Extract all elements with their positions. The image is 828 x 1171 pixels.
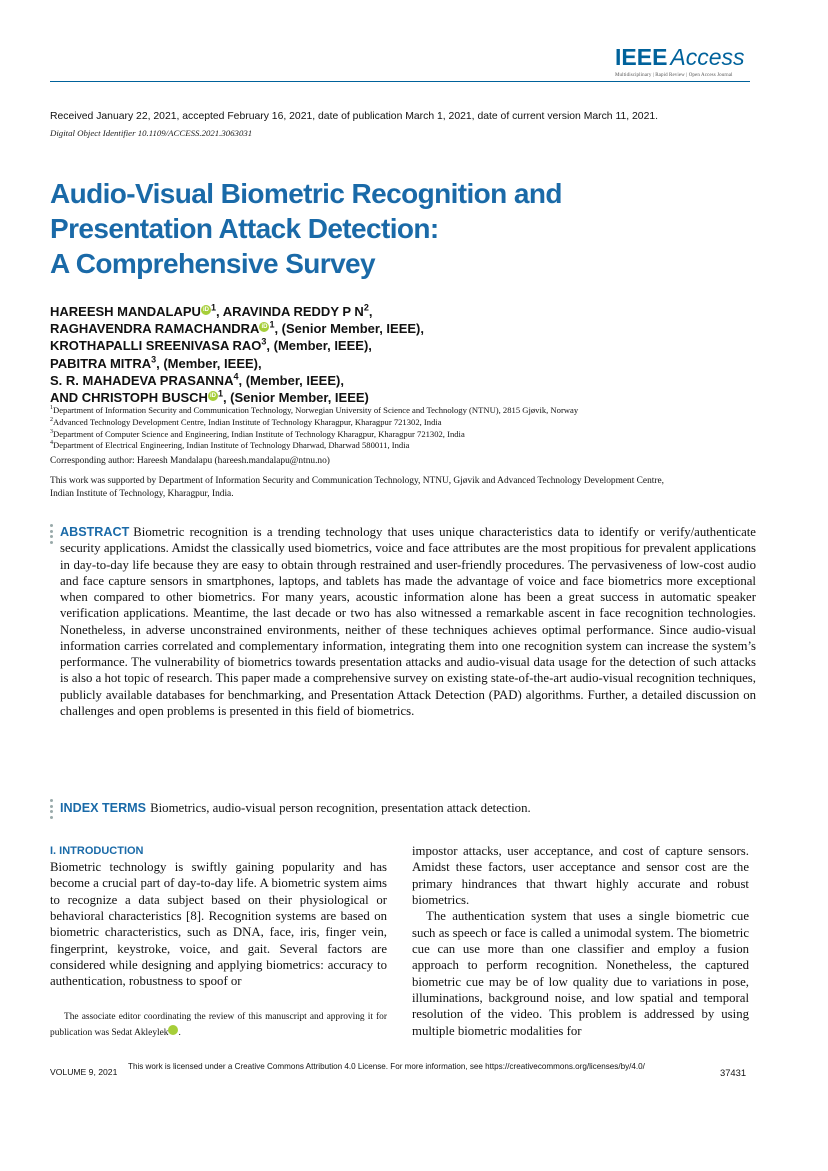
orcid-icon[interactable]: iD (261, 323, 268, 330)
abstract-label: ABSTRACT (60, 525, 130, 539)
paper-title (50, 176, 650, 281)
journal-name-bold: IEEE (615, 44, 668, 70)
title-line-1: Audio-Visual Biometric Recognition and (50, 178, 562, 209)
editor-footnote: The associate editor coordinating the review of this manuscript and approving it for publication was Sedat Akleylek iD. (50, 1012, 387, 1039)
footer-license: This work is licensed under a Creative Commons Attribution 4.0 License. For more information, see https://creativecommons.org/licenses/by/4.0/ (128, 1062, 645, 1071)
footnote-text: The associate editor coordinating the review of this manuscript and approving it for publication was Sedat Akleylek (50, 1012, 387, 1039)
affiliation-mark: 4 (233, 371, 239, 382)
doi: Digital Object Identifier 10.1109/ACCESS.2021.3063031 (50, 128, 253, 138)
affiliation-mark: 3 (151, 354, 157, 365)
footer-volume: VOLUME 9, 2021 (50, 1067, 118, 1077)
title-line-3: A Comprehensive Survey (50, 248, 376, 279)
affiliation-mark: 3 (261, 337, 267, 348)
affiliation-mark: 1 (269, 319, 275, 330)
author-line-1 (50, 303, 650, 320)
affiliation-mark: 1 (217, 388, 223, 399)
author-name: AND CHRISTOPH BUSCH (50, 390, 208, 406)
funding-note: This work was supported by Department of Information Security and Communication Technology, NTNU, Gjøvik and Advanced Technology Development Centre, Indian Institute of Technology, Kharagpur, India. (50, 476, 665, 499)
author-name: KROTHAPALLI SREENIVASA RAO (50, 338, 262, 354)
affiliation-item: $^3$Department of Computer Science and Engineering, Indian Institute of Technology Kharagpur, Kharagpur 721302, India (50, 428, 465, 439)
paragraph: The authentication system that uses a single biometric cue such as speech or face is called a unimodal system. The biometric cue can use more than one classifier and employ a fusion approach to perform recognition. Nonetheless, the captured biometric cue may be of low quality due to variations in pose, illuminations, background noise, and low spatial and temporal resolution of the video. This problem is addressed by using multiple biometric modalities for (412, 909, 749, 1038)
orcid-icon[interactable]: iD (202, 306, 209, 313)
abstract-text: Biometric recognition is a trending technology that uses unique characteristics data to identify or verify/authenticate security applications. Amidst the classically used biometrics, voice and face attributes are the most propitious for prevalent applications in day-to-day life because they are easy to obtain through restrained and user-friendly procedures. The pervasiveness of low-cost audio and face capture sensors in smartphones, laptops, and tablets has made the advantage of voice and face biometrics more exceptional when compared to other biometrics. For many years, acoustic information alone has been a great success in automatic speaker verification applications. Meantime, the last decade or two has also witnessed a remarkable ascent in face recognition technologies. Nonetheless, in adverse unconstrained environments, neither of these techniques achieves optimal performance. Since audio-visual information carries correlated and complementary information, integrating them into one recognition system can increase the system’s performance. The vulnerability of biometrics towards presentation attacks and audio-visual data usage for the detection of such attacks is also a hot topic of research. This paper made a comprehensive survey on existing state-of-the-art audio-visual recognition techniques, publicly available databases for benchmarking, and Presentation Attack Detection (PAD) algorithms. Further, a detailed discussion on challenges and open problems is presented in this field of biometrics. (60, 525, 756, 718)
page-number: 37431 (720, 1067, 747, 1078)
abstract-marker-icon (50, 524, 55, 546)
column-right (412, 843, 749, 1039)
author-separator: , (368, 304, 373, 319)
received-dates: Received January 22, 2021, accepted February 16, 2021, date of publication March 1, 2021, date of current version March 11, 2021. (50, 111, 659, 122)
paragraph: impostor attacks, user acceptance, and cost of capture sensors. Amidst these factors, user acceptance and sensor cost are the primary hindrances that thwart highly accurate and robust biometrics. (412, 844, 749, 908)
title-line-2: Presentation Attack Detection: (50, 213, 439, 244)
header-divider (50, 81, 750, 82)
column-left (50, 843, 387, 990)
abstract (60, 524, 756, 719)
index-terms-text: Biometrics, audio-visual person recognition, presentation attack detection. (150, 801, 531, 815)
journal-logo (615, 44, 755, 78)
author-line-5 (50, 372, 650, 389)
journal-name-italic: Access (670, 44, 745, 70)
author-membership: , (Member, IEEE), (156, 355, 262, 371)
journal-tagline: Multidisciplinary | Rapid Review | Open Access Journal (615, 73, 733, 78)
section-heading: I. INTRODUCTION (50, 845, 144, 857)
author-line-3 (50, 337, 650, 354)
orcid-icon[interactable]: iD (168, 1025, 178, 1035)
author-membership: , (Member, IEEE), (238, 372, 344, 388)
author-name: , ARAVINDA REDDY P N (215, 304, 364, 319)
author-name: PABITRA MITRA (50, 355, 152, 371)
affiliation-item: $^1$Department of Information Security and Communication Technology, Norwegian University of Science and Technology (NTNU), 2815 Gjøvik, Norway (50, 405, 579, 415)
index-terms-marker-icon (50, 799, 55, 821)
affiliations (50, 405, 770, 452)
author-name: RAGHAVENDRA RAMACHANDRA (50, 321, 260, 337)
author-line-2 (50, 320, 650, 337)
affiliation-mark: 2 (363, 302, 369, 313)
author-name: HAREESH MANDALAPU (50, 304, 201, 319)
affiliation-item: $^2$Advanced Technology Development Centre, Indian Institute of Technology Kharagpur, Kharagpur 721302, India (50, 416, 442, 427)
author-membership: , (Senior Member, IEEE) (222, 390, 369, 406)
affiliation-mark: 1 (210, 302, 216, 313)
author-membership: , (Senior Member, IEEE), (274, 321, 424, 337)
orcid-icon[interactable]: iD (209, 392, 216, 399)
affiliation-item: $^4$Department of Electrical Engineering, Indian Institute of Technology Dharwad, Dharwad 580011, India (50, 440, 410, 451)
author-line-4 (50, 355, 650, 372)
index-terms-label: INDEX TERMS (60, 801, 147, 815)
author-membership: , (Member, IEEE), (266, 338, 372, 354)
author-name: S. R. MAHADEVA PRASANNA (50, 372, 234, 388)
paragraph: Biometric technology is swiftly gaining popularity and has become a crucial part of day-to-day life. A biometric system aims to recognize a data subject based on their physiological or behavioral characteristics [8]. Recognition systems are based on biometric characteristics, such as DNA, face, iris, finger vein, fingerprint, keystroke, voice, and gait. Several factors are considered while designing and applying biometrics: accuracy to authentication, robustness to spoof or (50, 860, 387, 989)
author-line-6 (50, 389, 650, 406)
index-terms (60, 800, 760, 816)
author-list (50, 303, 650, 406)
corresponding-author: Corresponding author: Hareesh Mandalapu (hareesh.mandalapu@ntnu.no) (50, 456, 330, 466)
